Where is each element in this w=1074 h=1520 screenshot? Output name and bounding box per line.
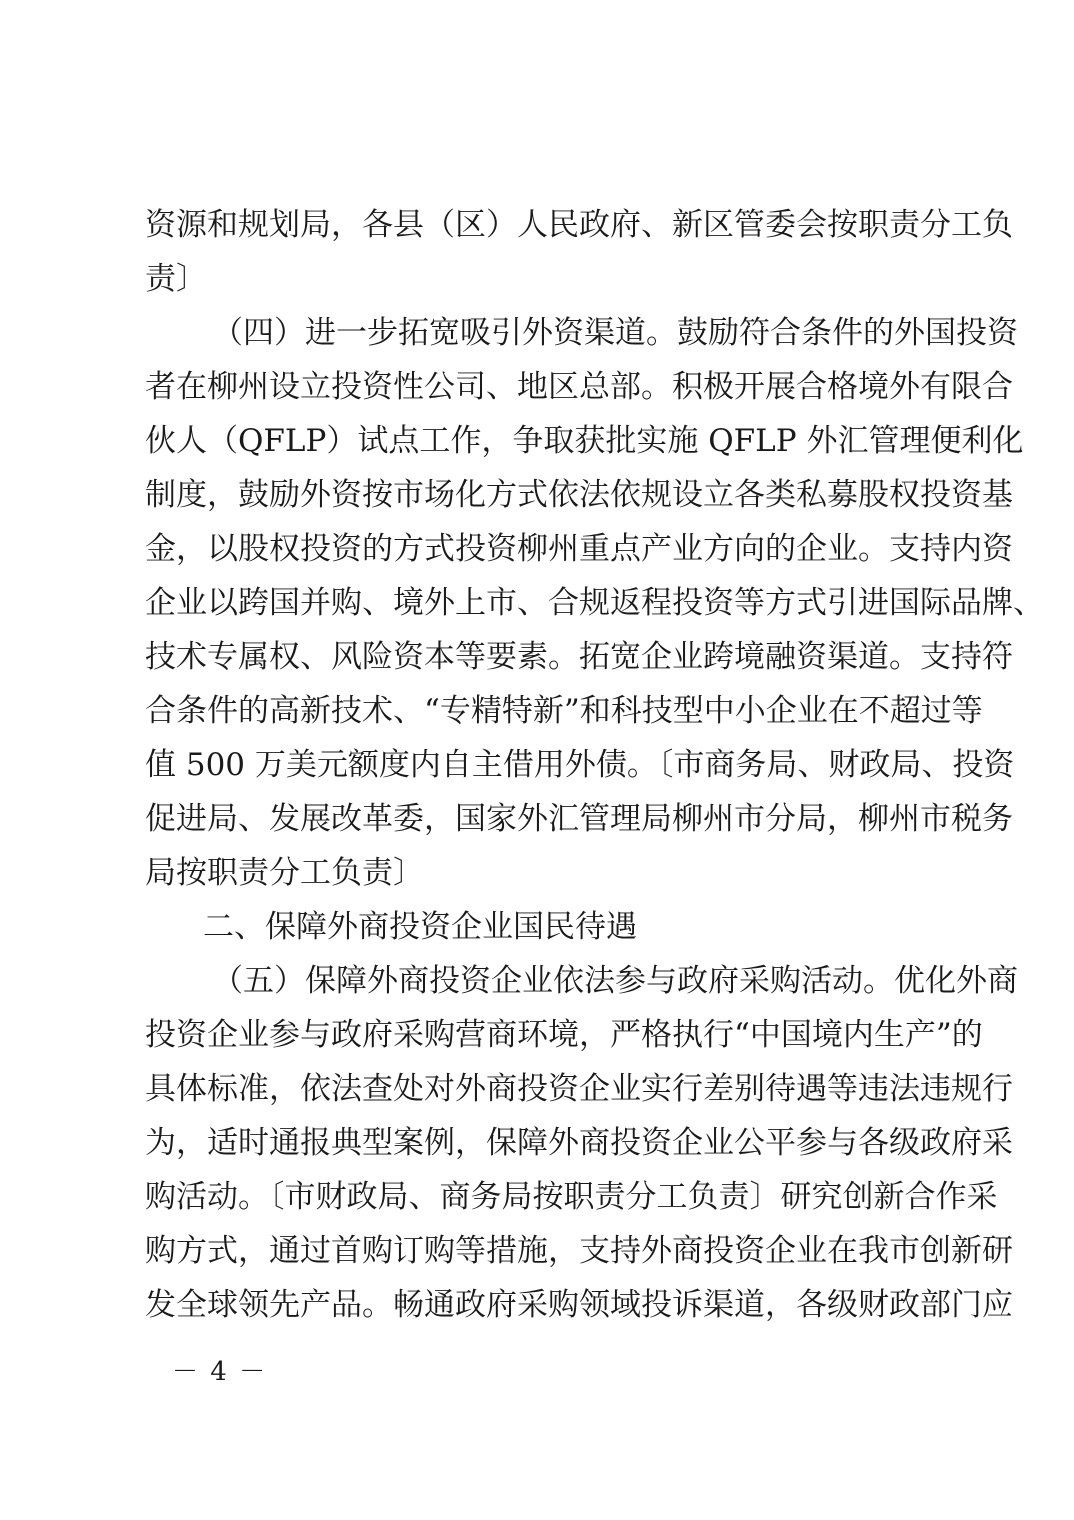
paragraph-5-line-2: 投资企业参与政府采购营商环境，严格执行“中国境内生产”的	[145, 1017, 983, 1053]
paragraph-4-line-8: 合条件的高新技术、“专精特新”和科技型中小企业在不超过等	[145, 693, 983, 729]
paragraph-4-line-1: （四）进一步拓宽吸引外资渠道。鼓励符合条件的外国投资	[212, 315, 1018, 351]
page-number: － 4 －	[172, 1357, 268, 1387]
paragraph-4-line-11: 局按职责分工负责〕	[145, 855, 424, 891]
paragraph-4-line-6: 企业以跨国并购、境外上市、合规返程投资等方式引进国际品牌、	[145, 585, 1044, 621]
paragraph-5-line-6: 购方式，通过首购订购等措施，支持外商投资企业在我市创新研	[145, 1233, 1013, 1269]
paragraph-4-line-10: 促进局、发展改革委，国家外汇管理局柳州市分局，柳州市税务	[145, 801, 1013, 837]
paragraph-4-line-5: 金，以股权投资的方式投资柳州重点产业方向的企业。支持内资	[145, 531, 1013, 567]
paragraph-5-line-4: 为，适时通报典型案例，保障外商投资企业公平参与各级政府采	[145, 1125, 1013, 1161]
paragraph-4-line-3: 伙人（QFLP）试点工作，争取获批实施 QFLP 外汇管理便利化	[145, 423, 1024, 459]
paragraph-4-line-9: 值 500 万美元额度内自主借用外债。〔市商务局、财政局、投资	[145, 747, 1015, 783]
paragraph-5-line-5: 购活动。〔市财政局、商务局按职责分工负责〕研究创新合作采	[145, 1179, 998, 1215]
body-line-1: 资源和规划局，各县（区）人民政府、新区管委会按职责分工负	[145, 207, 1013, 243]
paragraph-4-line-4: 制度，鼓励外资按市场化方式依法依规设立各类私募股权投资基	[145, 477, 1013, 513]
body-line-2: 责〕	[145, 261, 207, 297]
paragraph-4-line-2: 者在柳州设立投资性公司、地区总部。积极开展合格境外有限合	[145, 369, 1013, 405]
paragraph-5-line-1: （五）保障外商投资企业依法参与政府采购活动。优化外商	[212, 963, 1018, 999]
paragraph-4-line-7: 技术专属权、风险资本等要素。拓宽企业跨境融资渠道。支持符	[145, 639, 1013, 675]
section-heading: 二、保障外商投资企业国民待遇	[203, 909, 637, 945]
paragraph-5-line-7: 发全球领先产品。畅通政府采购领域投诉渠道，各级财政部门应	[145, 1287, 1013, 1323]
paragraph-5-line-3: 具体标准，依法查处对外商投资企业实行差别待遇等违法违规行	[145, 1071, 1013, 1107]
